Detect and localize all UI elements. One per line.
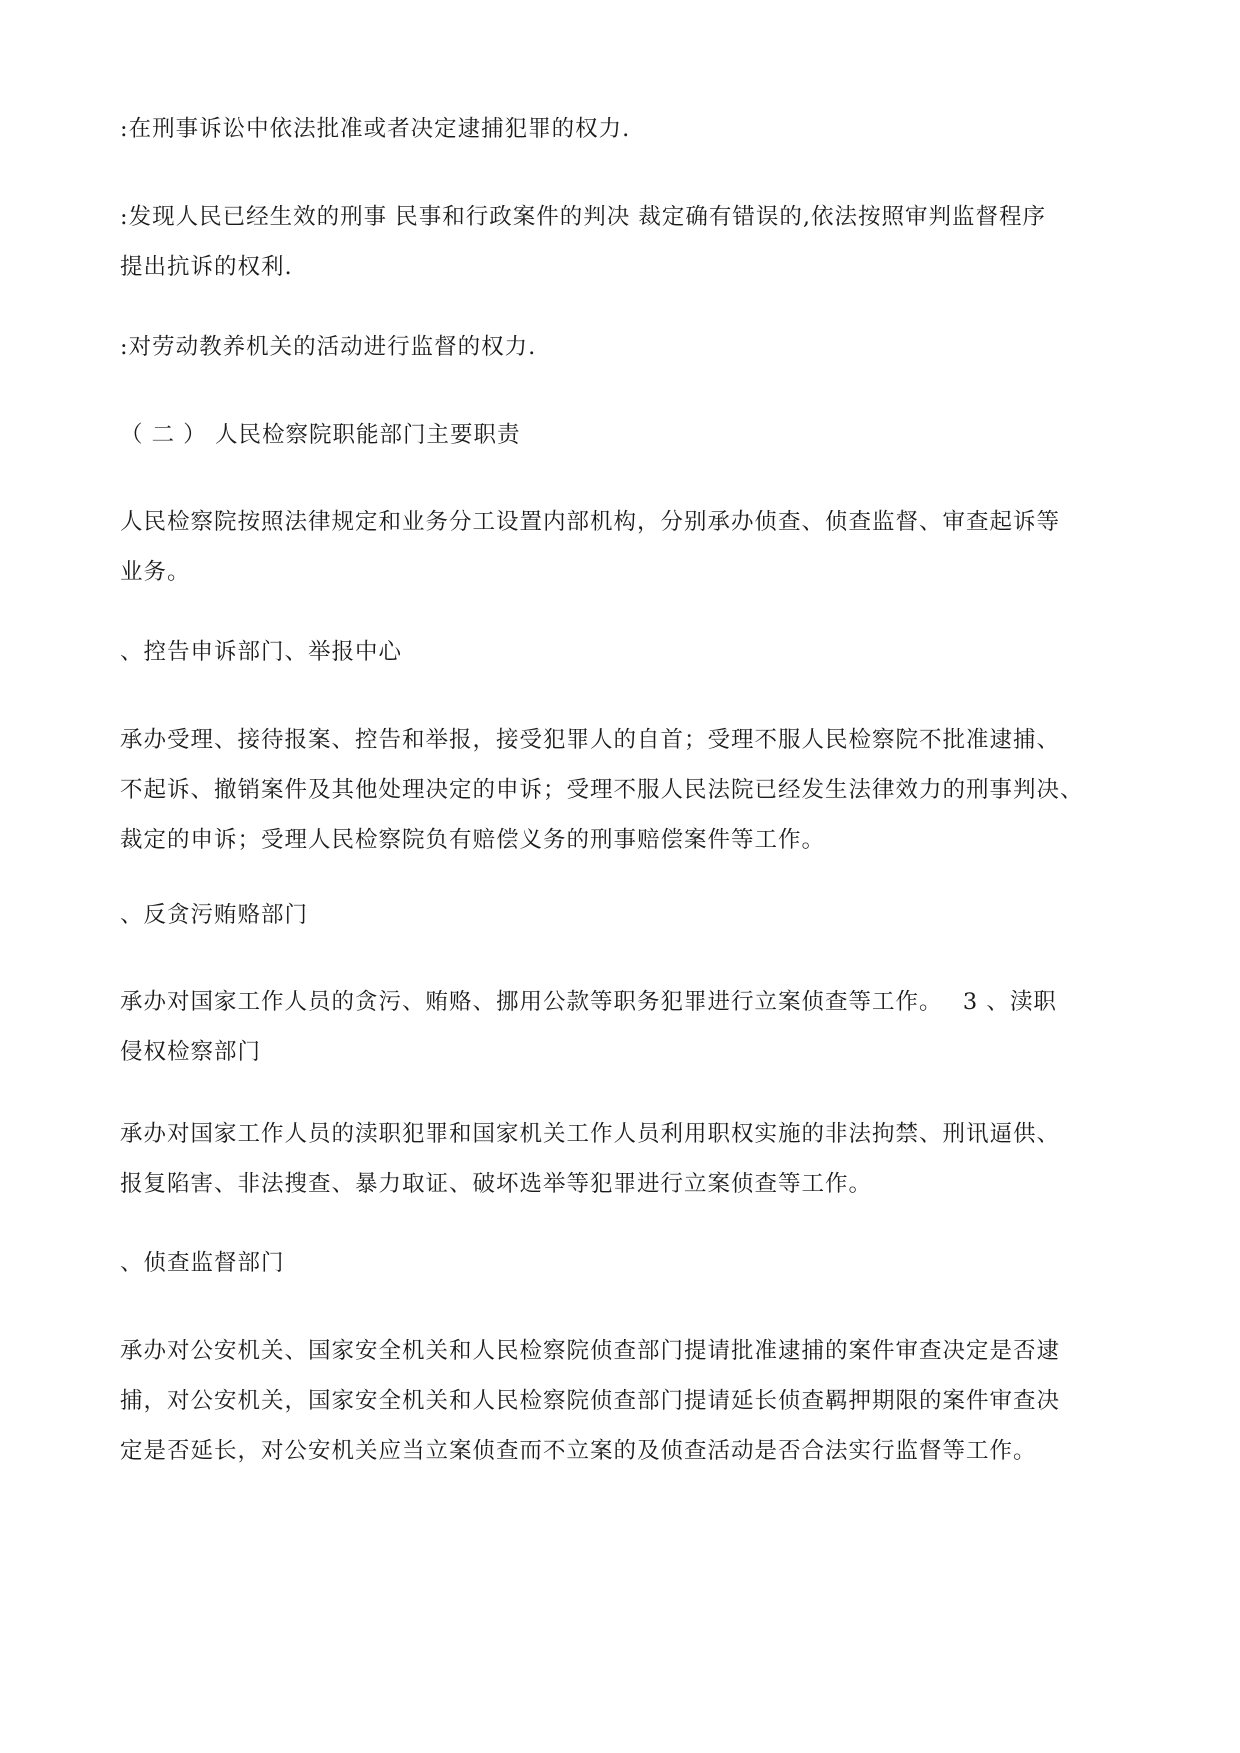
text-line: 捕，对公安机关，国家安全机关和人民检察院侦查部门提请延长侦查羁押期限的案件审查决 (120, 1388, 1061, 1414)
text-line: :在刑事诉讼中依法批准或者决定逮捕犯罪的权力. (120, 116, 631, 142)
subheading-investigation-supervision (120, 1238, 1125, 1288)
subheading-text: 、反贪污贿赂部门 (120, 902, 309, 928)
text-line: 承办受理、接待报案、控告和举报，接受犯罪人的自首；受理不服人民检察院不批准逮捕、 (120, 727, 1061, 753)
text-line: 不起诉、撤销案件及其他处理决定的申诉；受理不服人民法院已经发生法律效力的刑事判决、 (120, 777, 1084, 803)
text-line: 提出抗诉的权利. (120, 254, 293, 280)
heading-text: （ 二 ） 人民检察院职能部门主要职责 (120, 422, 521, 448)
text-line: :对劳动教养机关的活动进行监督的权力. (120, 334, 537, 360)
paragraph-complaint-duties (120, 715, 1125, 865)
paragraph-internal-structure (120, 497, 1125, 597)
text-line: 业务。 (120, 559, 191, 585)
paragraph-anti-corruption-duties (120, 977, 1125, 1077)
paragraph-malfeasance-duties (120, 1109, 1125, 1209)
subheading-text: 、侦查监督部门 (120, 1250, 285, 1276)
text-line: 裁定的申诉；受理人民检察院负有赔偿义务的刑事赔偿案件等工作。 (120, 827, 826, 853)
text-line: 承办对公安机关、国家安全机关和人民检察院侦查部门提请批准逮捕的案件审查决定是否逮 (120, 1338, 1061, 1364)
paragraph-investigation-supervision-duties (120, 1326, 1125, 1476)
paragraph-arrest-power (120, 104, 1125, 154)
paragraph-labor-education-supervision (120, 322, 1125, 372)
text-line: 侵权检察部门 (120, 1039, 262, 1065)
subheading-text: 、控告申诉部门、举报中心 (120, 639, 403, 665)
paragraph-protest-power (120, 192, 1125, 292)
text-line: 承办对国家工作人员的贪污、贿赂、挪用公款等职务犯罪进行立案侦查等工作。 3 、渎职 (120, 989, 1057, 1015)
subheading-anti-corruption (120, 890, 1125, 940)
section-heading (120, 410, 1125, 460)
text-line: :发现人民已经生效的刑事 民事和行政案件的判决 裁定确有错误的,依法按照审判监督程序 (120, 204, 1047, 230)
text-line: 定是否延长，对公安机关应当立案侦查而不立案的及侦查活动是否合法实行监督等工作。 (120, 1438, 1037, 1464)
text-line: 报复陷害、非法搜查、暴力取证、破坏选举等犯罪进行立案侦查等工作。 (120, 1171, 873, 1197)
subheading-complaint-department (120, 627, 1125, 677)
text-line: 人民检察院按照法律规定和业务分工设置内部机构，分别承办侦查、侦查监督、审查起诉等 (120, 509, 1061, 535)
text-line: 承办对国家工作人员的渎职犯罪和国家机关工作人员利用职权实施的非法拘禁、刑讯逼供、 (120, 1121, 1061, 1147)
